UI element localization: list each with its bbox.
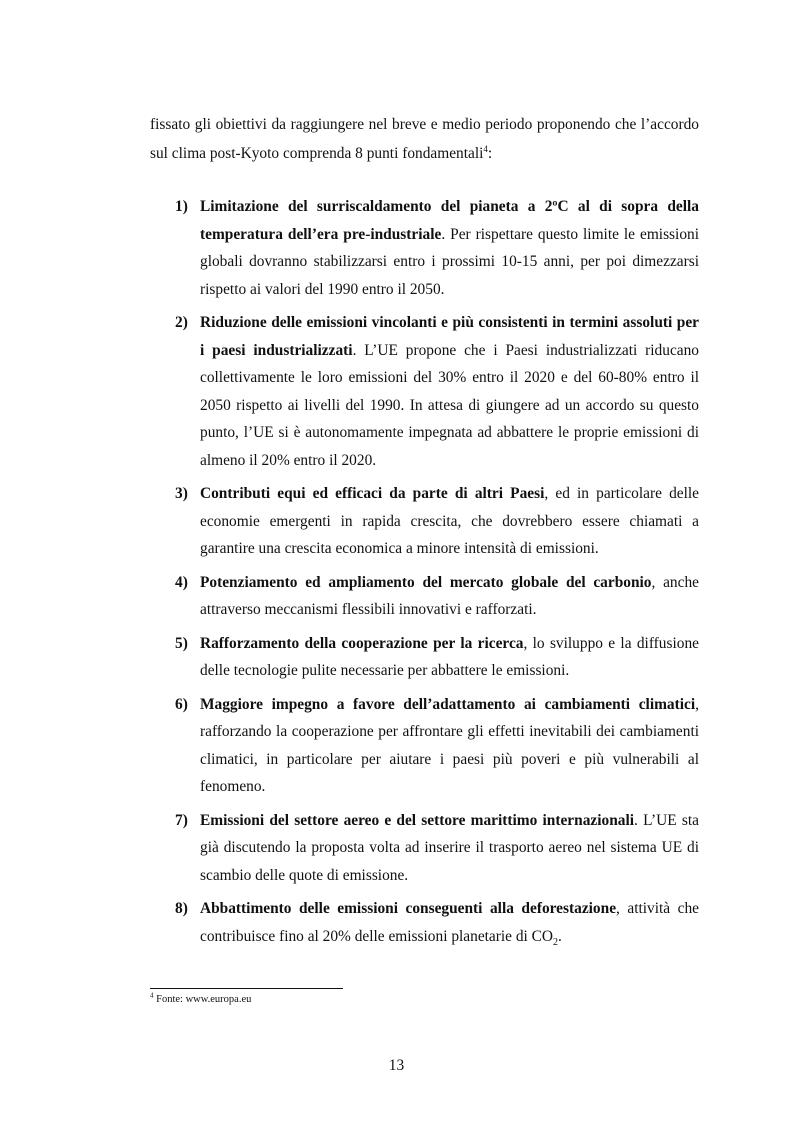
list-item bbox=[150, 807, 699, 890]
item-number: 4) bbox=[175, 573, 188, 591]
item-body: , lo sviluppo e la diffusione delle tecnologie pulite necessarie per abbattere le emissioni. bbox=[200, 634, 699, 679]
item-heading: Maggiore impegno a favore dell’adattamento ai cambiamenti climatici bbox=[200, 695, 696, 713]
item-number: 3) bbox=[175, 485, 188, 502]
item-body: . L’UE sta già discutendo la proposta volta ad inserire il trasporto aereo nel sistema UE di scambio delle quote di emissione. bbox=[200, 811, 699, 884]
item-heading: Contributi equi ed efficaci da parte di altri Paesi bbox=[200, 485, 545, 502]
co2-subscript: 2 bbox=[553, 936, 559, 948]
item-number: 1) bbox=[175, 198, 188, 215]
item-heading: Abbattimento delle emissioni conseguenti alla deforestazione bbox=[200, 900, 617, 917]
footnote-reference[interactable]: 4 bbox=[483, 143, 488, 154]
list-item bbox=[150, 309, 699, 474]
item-number: 2) bbox=[175, 314, 188, 331]
list-item bbox=[150, 895, 699, 950]
item-number: 8) bbox=[175, 900, 188, 917]
item-number: 6) bbox=[175, 695, 188, 713]
item-end: . bbox=[558, 927, 562, 945]
list-item bbox=[150, 691, 699, 801]
item-body: , anche attraverso meccanismi flessibili innovativi e rafforzati. bbox=[200, 573, 699, 618]
item-body: , ed in particolare delle economie emergenti in rapida crescita, che dovrebbero essere chiamati a garantire una crescita economica a minore intensità di emissioni. bbox=[200, 485, 699, 557]
list-item bbox=[150, 193, 699, 303]
item-heading: Potenziamento ed ampliamento del mercato globale del carbonio bbox=[200, 573, 652, 591]
intro-text: fissato gli obiettivi da raggiungere nel breve e medio periodo proponendo che l’accordo sul clima post-Kyoto comprenda 8 punti fondamentali bbox=[150, 116, 699, 162]
item-heading: Riduzione delle emissioni vincolanti e più consistenti in termini assoluti per i paesi industrializzati bbox=[200, 314, 699, 359]
footnote-divider bbox=[150, 988, 343, 989]
item-heading: Emissioni del settore aereo e del settore marittimo internazionali bbox=[200, 811, 635, 829]
item-body: . L’UE propone che i Paesi industrializzati riducano collettivamente le loro emissioni del 30% entro il 2020 e del 60-80% entro il 2050 rispetto ai livelli del 1990. In attesa di giungere ad un accordo su questo punto, l’UE si è autonomamente impegnata ad abbattere le proprie emissioni di almeno il 20% entro il 2020. bbox=[200, 341, 699, 469]
intro-tail: : bbox=[487, 145, 493, 162]
page-number: 13 bbox=[388, 1057, 405, 1074]
list-item bbox=[150, 569, 699, 624]
footnote-text: Fonte: www.europa.eu bbox=[153, 994, 252, 1005]
item-body: . Per rispettare questo limite le emissioni globali dovranno stabilizzarsi entro i prossimi 10-15 anni, per poi dimezzarsi rispetto ai valori del 1990 entro il 2050. bbox=[200, 225, 699, 298]
list-item bbox=[150, 630, 699, 685]
item-number: 7) bbox=[175, 811, 188, 829]
key-points-list bbox=[150, 193, 699, 956]
item-heading: Rafforzamento della cooperazione per la ricerca bbox=[200, 634, 524, 652]
list-item bbox=[150, 480, 699, 563]
footnote bbox=[150, 993, 251, 1007]
item-body: , attività che contribuisce fino al 20% delle emissioni planetarie di CO bbox=[200, 900, 699, 945]
item-heading: Limitazione del surriscaldamento del pianeta a 2ºC al di sopra della temperatura dell’era pre-industriale bbox=[200, 198, 699, 243]
intro-paragraph bbox=[150, 110, 699, 168]
item-number: 5) bbox=[175, 634, 188, 652]
footnote-marker: 4 bbox=[150, 991, 154, 1000]
item-body: , rafforzando la cooperazione per affrontare gli effetti inevitabili dei cambiamenti climatici, in particolare per aiutare i paesi più poveri e più vulnerabili al fenomeno. bbox=[200, 695, 699, 795]
